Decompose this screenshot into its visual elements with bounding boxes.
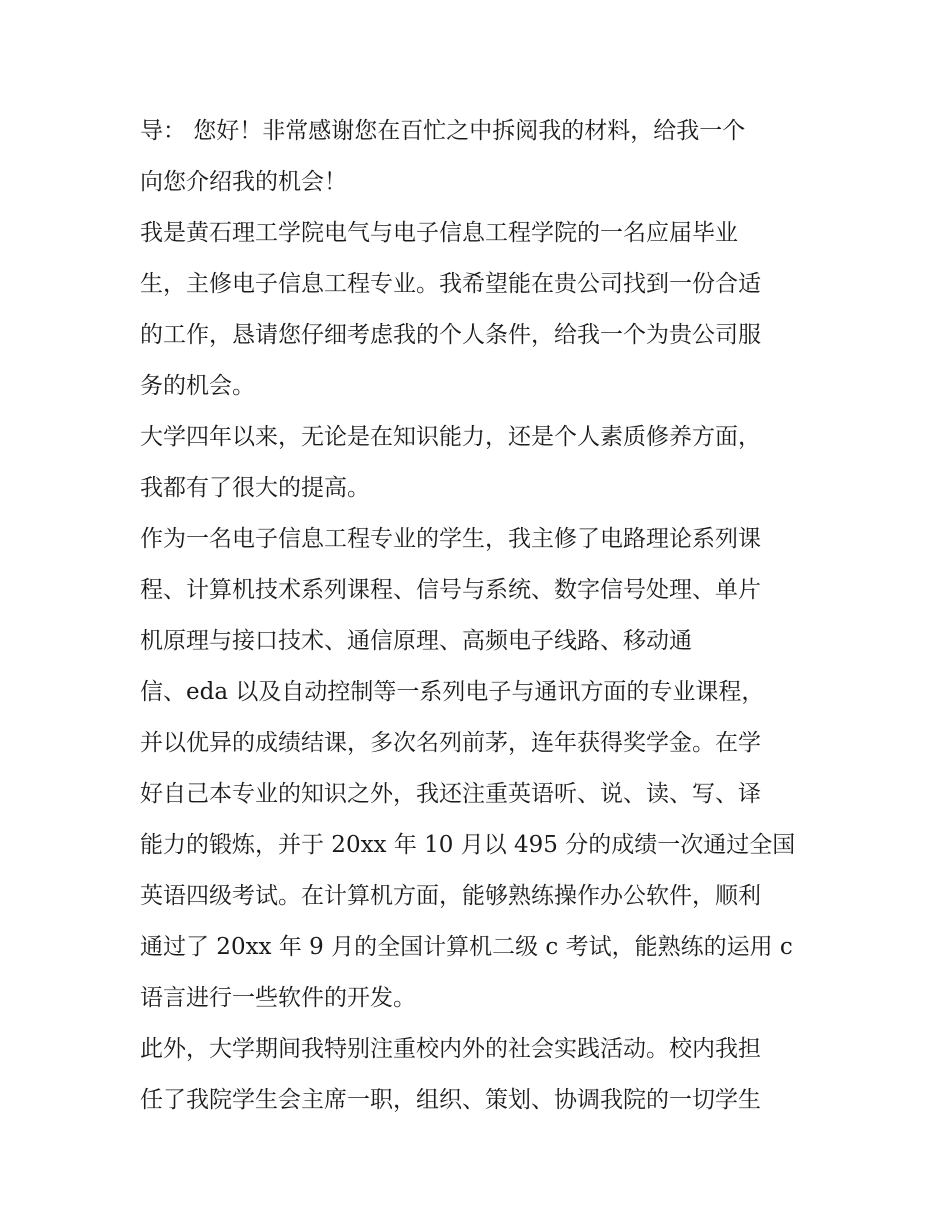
text-line: 语言进行一些软件的开发。 [140, 985, 416, 1011]
text-line: 英语四级考试。在计算机方面，能够熟练操作办公软件，顺利 [140, 883, 761, 909]
text-line: 大学四年以来，无论是在知识能力，还是个人素质修养方面， [140, 424, 761, 450]
text-line: 向您介绍我的机会！ [140, 169, 347, 195]
text-line: 能力的锻炼，并于 20xx 年 10 月以 495 分的成绩一次通过全国 [140, 832, 796, 858]
text-line: 程、计算机技术系列课程、信号与系统、数字信号处理、单片 [140, 577, 761, 603]
text-line: 务的机会。 [140, 373, 255, 399]
text-line: 的工作，恳请您仔细考虑我的个人条件，给我一个为贵公司服 [140, 322, 761, 348]
text-line: 导： 您好！非常感谢您在百忙之中拆阅我的材料，给我一个 [140, 118, 746, 144]
text-line: 并以优异的成绩结课，多次名列前茅，连年获得奖学金。在学 [140, 730, 761, 756]
text-line: 作为一名电子信息工程专业的学生，我主修了电路理论系列课 [140, 526, 761, 552]
text-line: 好自己本专业的知识之外，我还注重英语听、说、读、写、译 [140, 781, 761, 807]
text-line: 我都有了很大的提高。 [140, 475, 370, 501]
text-line: 生，主修电子信息工程专业。我希望能在贵公司找到一份合适 [140, 271, 761, 297]
text-line: 我是黄石理工学院电气与电子信息工程学院的一名应届毕业 [140, 220, 738, 246]
text-line: 任了我院学生会主席一职，组织、策划、协调我院的一切学生 [140, 1087, 761, 1113]
text-line: 信、eda 以及自动控制等一系列电子与通讯方面的专业课程， [140, 679, 765, 705]
cover-letter-body [140, 106, 830, 1126]
text-line: 通过了 20xx 年 9 月的全国计算机二级 c 考试，能熟练的运用 c [140, 934, 793, 960]
text-line: 机原理与接口技术、通信原理、高频电子线路、移动通 [140, 628, 692, 654]
text-line: 此外，大学期间我特别注重校内外的社会实践活动。校内我担 [140, 1036, 761, 1062]
